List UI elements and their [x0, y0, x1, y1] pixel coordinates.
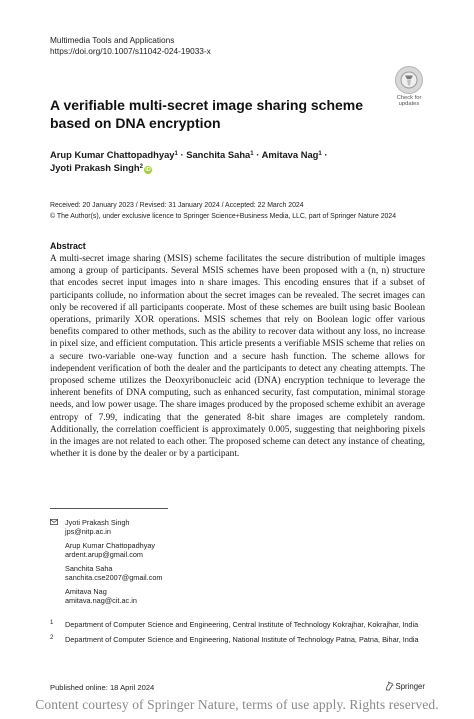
contact-name: Jyoti Prakash Singh: [65, 518, 130, 527]
copyright-notice: © The Author(s), under exclusive licence to Springer Science+Business Media, LLC, part of Springer Nature 2024: [50, 213, 397, 220]
publisher-logo[interactable]: [385, 681, 425, 691]
affiliation-text: Department of Computer Science and Engineering, National Institute of Technology Patna, Patna, Bihar, India: [65, 635, 419, 645]
author-affiliation-marker: 1: [318, 151, 322, 157]
contact-entry: [50, 518, 350, 536]
contact-entry: [50, 564, 350, 582]
affiliation-entry: [50, 620, 430, 629]
contact-entry: [50, 587, 350, 605]
author-separator: ·: [321, 149, 328, 160]
author-name[interactable]: Arup Kumar Chattopadhyay: [50, 149, 175, 160]
springer-horse-icon: [385, 681, 394, 691]
affiliation-entry: [50, 635, 430, 644]
footnote-divider: [50, 508, 168, 509]
contact-name: Arup Kumar Chattopadhyay: [65, 541, 156, 550]
journal-doi-link[interactable]: https://doi.org/10.1007/s11042-024-19033-x: [50, 45, 211, 56]
check-for-updates-line2: updates: [398, 101, 420, 108]
author-affiliation-marker: 1: [250, 151, 254, 157]
publication-history: [50, 200, 440, 222]
author-affiliation-marker: 1: [174, 151, 178, 157]
contact-list: [50, 518, 350, 610]
contact-name: Amitava Nag: [65, 587, 107, 596]
contact-entry: [50, 541, 350, 559]
check-for-updates-badge[interactable]: [392, 66, 426, 108]
author-separator: ·: [177, 149, 187, 160]
journal-name: Multimedia Tools and Applications: [50, 35, 175, 45]
affiliation-number: 2: [50, 635, 54, 642]
contact-name: Sanchita Saha: [65, 564, 113, 573]
author-name[interactable]: Amitava Nag: [261, 149, 319, 160]
affiliation-list: [50, 620, 430, 650]
publisher-name: Springer: [395, 681, 425, 691]
check-for-updates-icon: [395, 66, 423, 94]
published-online-date: Published online: 18 April 2024: [50, 683, 155, 692]
author-name[interactable]: Sanchita Saha: [186, 149, 251, 160]
author-separator: ·: [253, 149, 262, 160]
copyright-watermark: Content courtesy of Springer Nature, terms of use apply. Rights reserved.: [35, 697, 439, 712]
author-affiliation-marker: 2: [139, 164, 143, 170]
abstract-heading: Abstract: [50, 241, 86, 251]
author-name[interactable]: Jyoti Prakash Singh: [50, 162, 140, 173]
journal-header: [50, 35, 211, 56]
contact-email[interactable]: ardent.arup@gmail.com: [65, 550, 143, 560]
check-for-updates-label: [392, 95, 426, 108]
envelope-icon: [50, 519, 58, 525]
received-revised-accepted-dates: Received: 20 January 2023 / Revised: 31 January 2024 / Accepted: 22 March 2024: [50, 202, 304, 209]
affiliation-text: Department of Computer Science and Engineering, Central Institute of Technology Kokrajhar, Kokrajhar, India: [65, 620, 419, 629]
orcid-icon[interactable]: iD: [145, 167, 151, 173]
contact-email[interactable]: amitava.nag@cit.ac.in: [65, 596, 137, 606]
contact-email[interactable]: jps@nitp.ac.in: [65, 527, 111, 537]
author-list: [50, 148, 390, 174]
affiliation-number: 1: [50, 620, 54, 626]
contact-email[interactable]: sanchita.cse2007@gmail.com: [65, 573, 163, 583]
paper-title: A verifiable multi-secret image sharing scheme based on DNA encryption: [50, 97, 364, 131]
check-for-updates-line1: Check for: [396, 95, 422, 101]
abstract-text: A multi-secret image sharing (MSIS) scheme facilitates the secure distribution of multiple images among a group of participants. Several MSIS schemes have been proposed with a (n, n) structure that encodes secret input images into n share images. This encoding ensures that if a subset of participants collude, no information about the secret images can be revealed. The secret images can only be recovered if all participants cooperate. Most of these schemes are built using basic Boolean operations, primarily XOR operations. MSIS schemes that rely on Boolean logic offer various benefits compared to other methods, such as the ability to recover data without any loss, no increase in pixel size, and efficient computation. This article presents a verifiable MSIS scheme that relies on a secure two-variable one-way function and a secure hash function. The scheme allows for independent verification of both the dealer and the participants to detect any cheating attempts. The proposed scheme utilizes the Deoxyribonucleic acid (DNA) encryption technique to leverage the inherent benefits of DNA computing, such as enhanced security, fast computation, minimal storage needs, and low power usage. The share images produced by the proposed scheme exhibit an average entropy of 7.99, indicating that the generated 8-bit share images are completely random. Additionally, the correlation coefficient is approximately 0.005, suggesting that neighboring pixels in the images are not related to each other. The proposed scheme can detect any instance of cheating, whether it is done by the dealer or by a participant.: [50, 254, 425, 460]
